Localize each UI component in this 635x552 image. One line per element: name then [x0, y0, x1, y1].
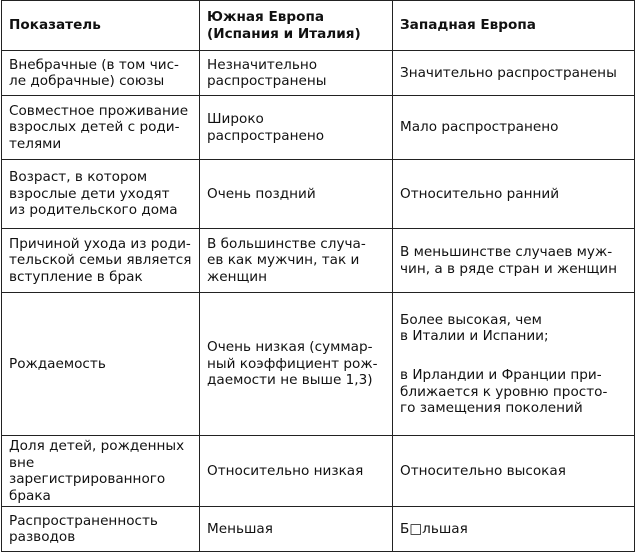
west-europe-cell [393, 293, 635, 436]
indicator-cell: Доля детей, рожденных вне зарегистрированного брака [2, 436, 200, 507]
indicator-cell: Причиной ухода из роди- тельской семьи является вступление в брак [2, 229, 200, 293]
comparison-table [1, 0, 635, 552]
table-row [2, 51, 635, 96]
west-europe-cell: Относительно ранний [393, 160, 635, 229]
table-row [2, 507, 635, 552]
indicator-cell: Внебрачные (в том чис- ле добрачные) союзы [2, 51, 200, 96]
header-row [2, 1, 635, 51]
south-europe-cell: Широко распространено [200, 96, 393, 160]
table-row [2, 229, 635, 293]
header-south-europe: Южная Европа (Испания и Италия) [200, 1, 393, 51]
header-west-europe: Западная Европа [393, 1, 635, 51]
table-row [2, 96, 635, 160]
indicator-cell: Совместное проживание взрослых детей с роди- телями [2, 96, 200, 160]
south-europe-cell: В большинстве случа- ев как мужчин, так и женщин [200, 229, 393, 293]
west-europe-cell: Б□льшая [393, 507, 635, 552]
west-europe-cell: Мало распространено [393, 96, 635, 160]
west-europe-paragraph: в Ирландии и Франции при- ближается к уровню просто- го замещения поколений [400, 367, 608, 416]
header-indicator: Показатель [2, 1, 200, 51]
south-europe-cell: Относительно низкая [200, 436, 393, 507]
west-europe-paragraph: Более высокая, чем в Италии и Испании; [400, 311, 549, 344]
indicator-cell: Рождаемость [2, 293, 200, 436]
indicator-cell: Распространенность разводов [2, 507, 200, 552]
south-europe-cell: Незначительно распространены [200, 51, 393, 96]
south-europe-cell: Меньшая [200, 507, 393, 552]
indicator-cell: Возраст, в котором взрослые дети уходят из родительского дома [2, 160, 200, 229]
west-europe-cell: В меньшинстве случаев муж- чин, а в ряде стран и женщин [393, 229, 635, 293]
table-row [2, 436, 635, 507]
table-row [2, 160, 635, 229]
south-europe-cell: Очень поздний [200, 160, 393, 229]
table-row [2, 293, 635, 436]
west-europe-cell: Значительно распространены [393, 51, 635, 96]
south-europe-cell: Очень низкая (суммар- ный коэффициент рож- даемости не выше 1,3) [200, 293, 393, 436]
west-europe-cell: Относительно высокая [393, 436, 635, 507]
